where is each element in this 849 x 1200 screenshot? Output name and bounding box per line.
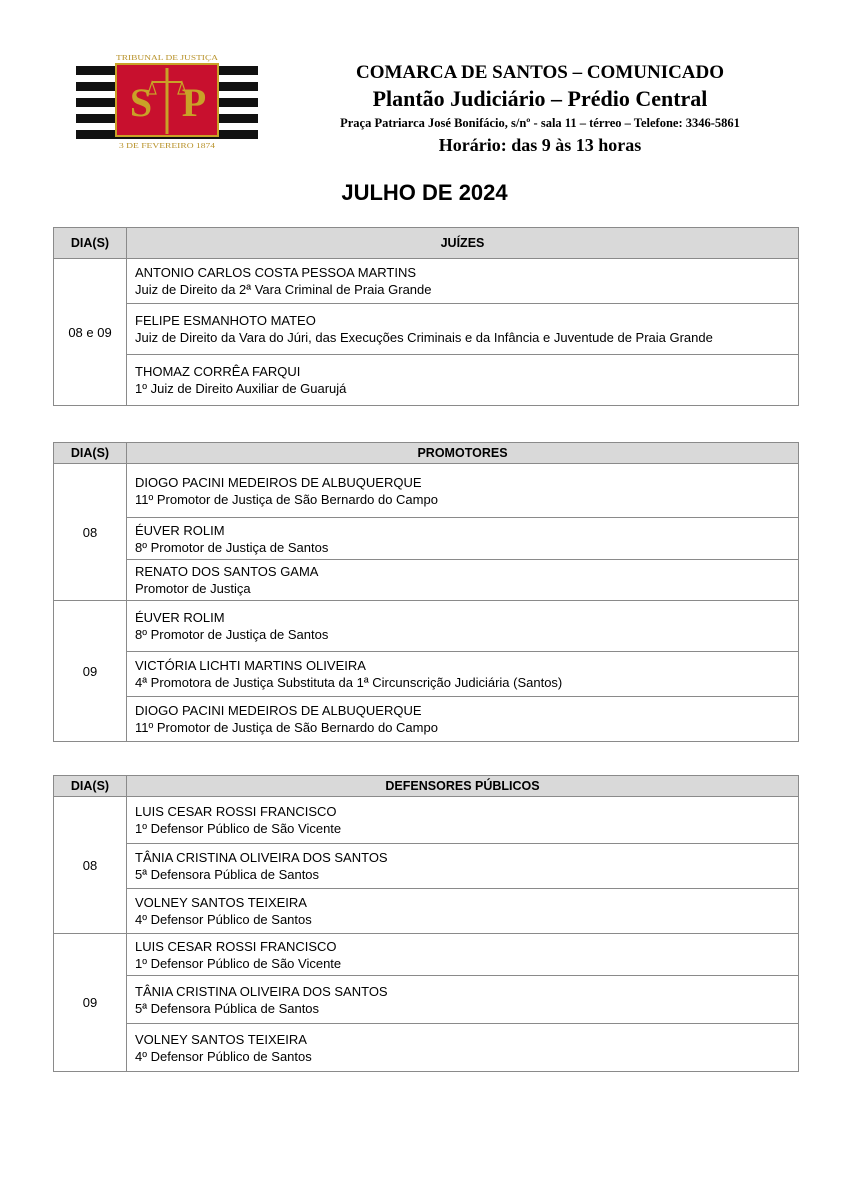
table-row — [54, 976, 799, 1024]
entry-cell — [127, 304, 799, 355]
entry-role: 1º Juiz de Direito Auxiliar de Guarujá — [135, 381, 347, 396]
header-line2: Plantão Judiciário – Prédio Central — [372, 86, 708, 111]
entry-name: LUIS CESAR ROSSI FRANCISCO — [135, 938, 337, 954]
entry-name: ÉUVER ROLIM — [135, 522, 225, 538]
entry-role: Juiz de Direito da 2ª Vara Criminal de Praia Grande — [135, 282, 432, 297]
entry-role: 5ª Defensora Pública de Santos — [135, 1000, 320, 1016]
table-row — [54, 934, 799, 976]
entry-role: Promotor de Justiça — [135, 581, 251, 596]
entry-name: DIOGO PACINI MEDEIROS DE ALBUQUERQUE — [135, 474, 422, 490]
entry-role: 11º Promotor de Justiça de São Bernardo do Campo — [135, 720, 438, 735]
entry-role: 8º Promotor de Justiça de Santos — [135, 627, 329, 642]
table-row — [54, 304, 799, 355]
defenders-table — [53, 775, 799, 1072]
entry-role: Juiz de Direito da Vara do Júri, das Execuções Criminais e da Infância e Juventude de Praia Grande — [135, 330, 713, 345]
entry-name: ANTONIO CARLOS COSTA PESSOA MARTINS — [135, 265, 417, 280]
table-row — [54, 560, 799, 601]
entry-cell — [127, 697, 799, 742]
entry-name: RENATO DOS SANTOS GAMA — [135, 564, 319, 579]
entry-cell — [127, 797, 799, 844]
table-row — [54, 652, 799, 697]
table-header-row — [54, 776, 799, 797]
entry-name: THOMAZ CORRÊA FARQUI — [135, 364, 301, 379]
day-cell: 08 — [54, 464, 127, 601]
day-column-header: DIA(S) — [54, 228, 127, 259]
table-row — [54, 1024, 799, 1072]
table-row — [54, 259, 799, 304]
svg-text:3 DE FEVEREIRO 1874: 3 DE FEVEREIRO 1874 — [119, 141, 216, 150]
entry-cell — [127, 976, 799, 1024]
table-header-row — [54, 443, 799, 464]
svg-text:TRIBUNAL DE JUSTIÇA: TRIBUNAL DE JUSTIÇA — [116, 53, 219, 62]
entry-cell — [127, 464, 799, 518]
prosecutors-column-header: PROMOTORES — [127, 443, 799, 464]
table-row — [54, 355, 799, 406]
day-cell: 09 — [54, 601, 127, 742]
table-row — [54, 518, 799, 560]
entry-name: LUIS CESAR ROSSI FRANCISCO — [135, 804, 337, 819]
day-column-header: DIA(S) — [54, 776, 127, 797]
entry-role: 5ª Defensora Pública de Santos — [135, 867, 320, 882]
judges-column-header: JUÍZES — [127, 228, 799, 259]
entry-name: TÂNIA CRISTINA OLIVEIRA DOS SANTOS — [135, 850, 388, 865]
tribunal-logo — [76, 52, 258, 152]
table-row — [54, 601, 799, 652]
day-cell: 09 — [54, 934, 127, 1072]
entry-name: TÂNIA CRISTINA OLIVEIRA DOS SANTOS — [135, 983, 388, 999]
entry-role: 8º Promotor de Justiça de Santos — [135, 539, 329, 555]
entry-cell — [127, 844, 799, 889]
entry-role: 4ª Promotora de Justiça Substituta da 1ª Circunscrição Judiciária (Santos) — [135, 675, 563, 690]
table-row — [54, 464, 799, 518]
table-row — [54, 697, 799, 742]
table-row — [54, 844, 799, 889]
entry-name: VOLNEY SANTOS TEIXEIRA — [135, 1031, 307, 1047]
header-line1: COMARCA DE SANTOS – COMUNICADO — [355, 62, 725, 83]
header-address: Praça Patriarca José Bonifácio, s/nº - sala 11 – térreo – Telefone: 3346-5861 — [340, 116, 740, 130]
entry-name: DIOGO PACINI MEDEIROS DE ALBUQUERQUE — [135, 703, 422, 718]
table-row — [54, 797, 799, 844]
day-column-header: DIA(S) — [54, 443, 127, 464]
entry-role: 1º Defensor Público de São Vicente — [135, 821, 342, 836]
entry-name: VICTÓRIA LICHTI MARTINS OLIVEIRA — [135, 658, 366, 673]
entry-cell — [127, 652, 799, 697]
day-cell: 08 e 09 — [54, 259, 127, 406]
entry-cell — [127, 1024, 799, 1072]
entry-cell — [127, 355, 799, 406]
entry-role: 11º Promotor de Justiça de São Bernardo do Campo — [135, 491, 438, 507]
entry-cell — [127, 560, 799, 601]
prosecutors-table — [53, 442, 799, 742]
entry-name: ÉUVER ROLIM — [135, 610, 225, 625]
entry-cell — [127, 601, 799, 652]
entry-name: FELIPE ESMANHOTO MATEO — [135, 313, 316, 328]
svg-text:P: P — [181, 80, 207, 125]
entry-role: 4º Defensor Público de Santos — [135, 912, 312, 927]
entry-cell — [127, 518, 799, 560]
page-title: JULHO DE 2024 — [341, 180, 508, 205]
day-cell: 08 — [54, 797, 127, 934]
defenders-column-header: DEFENSORES PÚBLICOS — [127, 776, 799, 797]
judges-table — [53, 227, 799, 406]
entry-role: 4º Defensor Público de Santos — [135, 1048, 312, 1064]
entry-cell — [127, 889, 799, 934]
header-hours: Horário: das 9 às 13 horas — [438, 135, 642, 155]
svg-text:S: S — [129, 80, 153, 125]
entry-cell — [127, 934, 799, 976]
entry-role: 1º Defensor Público de São Vicente — [135, 955, 342, 971]
table-header-row — [54, 228, 799, 259]
table-row — [54, 889, 799, 934]
entry-cell — [127, 259, 799, 304]
entry-name: VOLNEY SANTOS TEIXEIRA — [135, 895, 307, 910]
